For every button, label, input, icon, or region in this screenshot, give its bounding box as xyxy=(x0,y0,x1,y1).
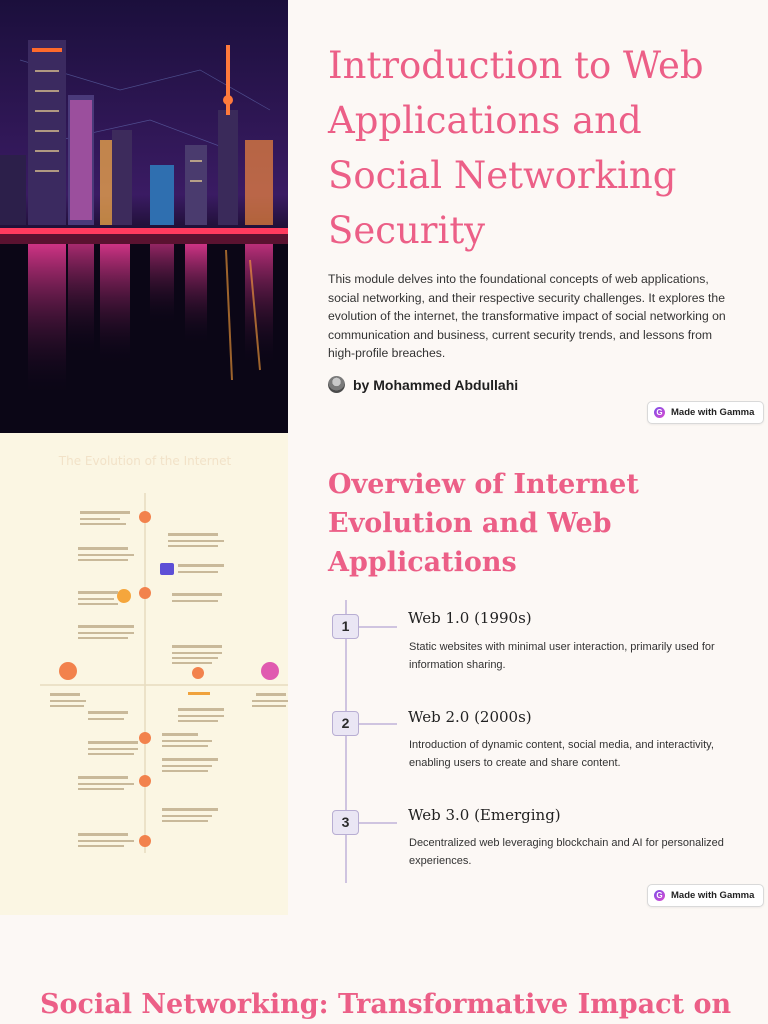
section-title-social-networking: Social Networking: Transformative Impact on xyxy=(40,989,732,1020)
made-with-gamma-badge[interactable] xyxy=(647,401,764,424)
timeline-heading: Web 2.0 (2000s) xyxy=(408,708,532,726)
author-name: by Mohammed Abdullahi xyxy=(353,376,519,393)
timeline-heading: Web 1.0 (1990s) xyxy=(408,609,532,627)
author-line xyxy=(328,376,518,393)
timeline-line xyxy=(345,600,347,883)
timeline-description: Static websites with minimal user interaction, primarily used for information sharing. xyxy=(409,641,715,671)
timeline-heading: Web 3.0 (Emerging) xyxy=(408,806,561,824)
timeline-number: 3 xyxy=(332,810,359,835)
gamma-logo-icon: G xyxy=(654,890,665,901)
gamma-logo-icon: G xyxy=(654,407,665,418)
badge-label: Made with Gamma xyxy=(671,890,755,901)
avatar xyxy=(328,376,345,393)
timeline-description: Decentralized web leveraging blockchain and AI for personalized experiences. xyxy=(409,837,724,867)
badge-label: Made with Gamma xyxy=(671,407,755,418)
timeline-number: 2 xyxy=(332,711,359,736)
city-night-image xyxy=(0,0,288,433)
internet-evolution-infographic xyxy=(0,433,288,915)
web-evolution-timeline xyxy=(328,600,748,885)
timeline-number: 1 xyxy=(332,614,359,639)
made-with-gamma-badge[interactable] xyxy=(647,884,764,907)
timeline-description: Introduction of dynamic content, social media, and interactivity, enabling users to create and share content. xyxy=(409,739,714,769)
module-description: This module delves into the foundational concepts of web applications, social networking, and their respective security challenges. It explores the evolution of the internet, the transformative impact of social networking on communication and business, current security trends, and lessons from high-profile breaches. xyxy=(328,272,726,361)
page-title: Introduction to Web Applications and Social Networking Security xyxy=(328,44,704,252)
timeline-connector xyxy=(359,822,397,824)
timeline-connector xyxy=(359,626,397,628)
section-title-internet-evolution: Overview of Internet Evolution and Web Applications xyxy=(328,469,639,578)
timeline-connector xyxy=(359,723,397,725)
infographic-title: The Evolution of the Internet xyxy=(58,454,232,468)
